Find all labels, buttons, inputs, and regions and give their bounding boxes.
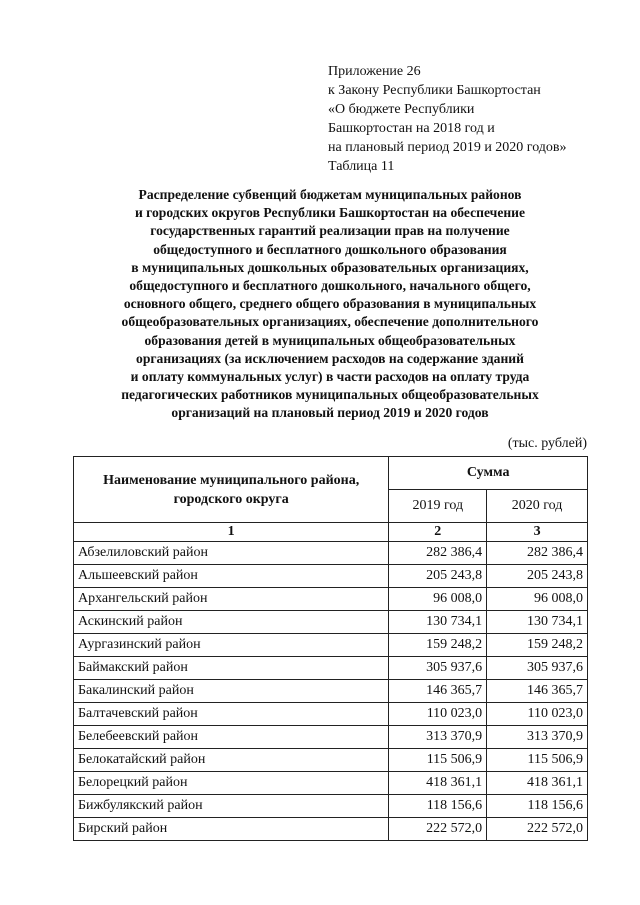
column-number: 3	[487, 523, 588, 542]
amount-2020: 115 506,9	[487, 749, 588, 772]
district-name: Аургазинский район	[74, 634, 389, 657]
district-name: Белебеевский район	[74, 726, 389, 749]
amount-2019: 118 156,6	[389, 795, 487, 818]
appendix-line: к Закону Республики Башкортостан	[328, 83, 541, 98]
amount-2020: 146 365,7	[487, 680, 588, 703]
document-title	[70, 186, 590, 423]
header-year-2019: 2019 год	[389, 490, 487, 523]
column-number: 2	[389, 523, 487, 542]
appendix-line: на плановый период 2019 и 2020 годов»	[328, 140, 567, 155]
amount-2019: 313 370,9	[389, 726, 487, 749]
appendix-line: Приложение 26	[328, 64, 421, 79]
title-line: организациях (за исключением расходов на содержание зданий	[136, 350, 524, 366]
title-line: общеобразовательных организациях, обеспечение дополнительного	[121, 314, 539, 330]
subvention-table	[73, 456, 588, 841]
table-row	[74, 542, 588, 565]
amount-2020: 282 386,4	[487, 542, 588, 565]
amount-2019: 282 386,4	[389, 542, 487, 565]
amount-2020: 118 156,6	[487, 795, 588, 818]
amount-2019: 305 937,6	[389, 657, 487, 680]
header-sum: Сумма	[389, 457, 588, 490]
amount-2020: 305 937,6	[487, 657, 588, 680]
amount-2020: 96 008,0	[487, 588, 588, 611]
district-name: Альшеевский район	[74, 565, 389, 588]
header-year-2020: 2020 год	[487, 490, 588, 523]
title-line: педагогических работников муниципальных общеобразовательных	[121, 387, 539, 403]
title-line: организаций на плановый период 2019 и 2020 годов	[171, 405, 489, 421]
appendix-line: «О бюджете Республики	[328, 102, 475, 117]
header-name: Наименование муниципального района, городского округа	[74, 457, 389, 523]
district-name: Белокатайский район	[74, 749, 389, 772]
district-name: Архангельский район	[74, 588, 389, 611]
title-line: и оплату коммунальных услуг) в части расходов на оплату труда	[130, 369, 530, 385]
title-line: государственных гарантий реализации прав на получение	[150, 223, 510, 239]
amount-2019: 418 361,1	[389, 772, 487, 795]
title-line: общедоступного и бесплатного дошкольного образования	[153, 241, 507, 257]
district-name: Абзелиловский район	[74, 542, 389, 565]
amount-2020: 418 361,1	[487, 772, 588, 795]
title-line: в муниципальных дошкольных образовательных организациях,	[131, 259, 529, 275]
district-name: Аскинский район	[74, 611, 389, 634]
table-row	[74, 611, 588, 634]
district-name: Балтачевский район	[74, 703, 389, 726]
amount-2020: 222 572,0	[487, 818, 588, 841]
title-line: образования детей в муниципальных общеобразовательных	[144, 332, 516, 348]
amount-2020: 313 370,9	[487, 726, 588, 749]
district-name: Бакалинский район	[74, 680, 389, 703]
title-line: Распределение субвенций бюджетам муниципальных районов	[138, 187, 522, 202]
title-line: и городских округов Республики Башкортостан на обеспечение	[134, 205, 526, 221]
amount-2019: 205 243,8	[389, 565, 487, 588]
table-row	[74, 795, 588, 818]
district-name: Бижбулякский район	[74, 795, 389, 818]
table-row	[74, 818, 588, 841]
appendix-line: Таблица 11	[328, 159, 395, 174]
title-line: общедоступного и бесплатного дошкольного, начального общего,	[129, 278, 531, 294]
table-row	[74, 726, 588, 749]
district-name: Белорецкий район	[74, 772, 389, 795]
amount-2020: 130 734,1	[487, 611, 588, 634]
amount-2020: 110 023,0	[487, 703, 588, 726]
table-row	[74, 588, 588, 611]
amount-2019: 159 248,2	[389, 634, 487, 657]
column-number: 1	[74, 523, 389, 542]
table-row	[74, 634, 588, 657]
table-row	[74, 703, 588, 726]
table-row	[74, 565, 588, 588]
amount-2019: 130 734,1	[389, 611, 487, 634]
amount-2019: 96 008,0	[389, 588, 487, 611]
amount-2019: 110 023,0	[389, 703, 487, 726]
appendix-line: Башкортостан на 2018 год и	[328, 121, 495, 136]
amount-2019: 146 365,7	[389, 680, 487, 703]
table-row	[74, 657, 588, 680]
amount-2019: 115 506,9	[389, 749, 487, 772]
amount-2019: 222 572,0	[389, 818, 487, 841]
table-row	[74, 749, 588, 772]
title-line: основного общего, среднего общего образования в муниципальных	[123, 296, 537, 312]
table-row	[74, 680, 588, 703]
amount-2020: 205 243,8	[487, 565, 588, 588]
appendix-header	[328, 62, 567, 176]
district-name: Бирский район	[74, 818, 389, 841]
units-label: (тыс. рублей)	[507, 436, 587, 451]
amount-2020: 159 248,2	[487, 634, 588, 657]
district-name: Баймакский район	[74, 657, 389, 680]
table-row	[74, 772, 588, 795]
